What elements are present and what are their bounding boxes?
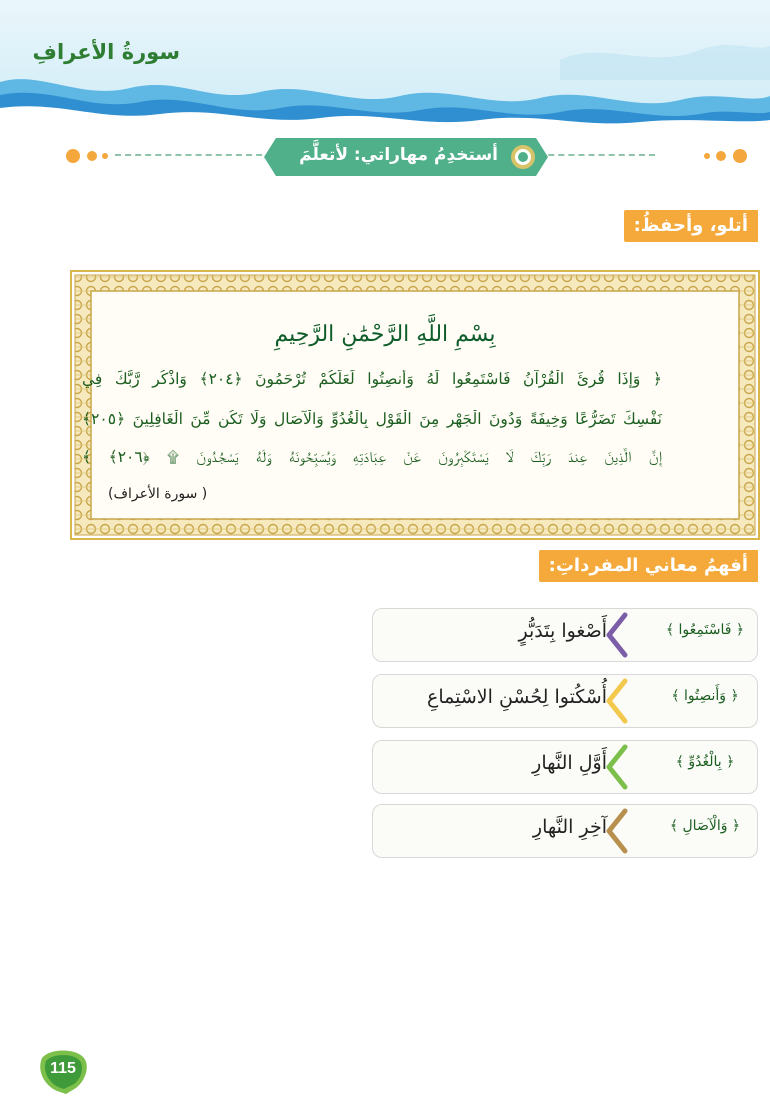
decorative-dot (733, 149, 747, 163)
header-wave-banner (0, 0, 770, 130)
surah-source: ( سورة الأعراف) (108, 486, 208, 502)
decorative-dot (66, 149, 80, 163)
vocab-card (372, 804, 758, 858)
vocab-card (372, 740, 758, 794)
section-banner-title: أستخدِمُ مهاراتي: لأتعلَّمَ (299, 145, 498, 165)
vocab-meaning: أَصْغوا بِتَدَبُّرٍ (518, 620, 607, 642)
verse-line: نَفْسِكَ تَضَرُّعًا وَخِيفَةً وَدُونَ الْجَهْرِ مِنَ الْقَوْلِ بِالْغُدُوِّ وَالْآصَالِ وَلَا تَكُن مِّنَ الْغَافِلِينَ ﴿٢٠٥﴾ (82, 410, 662, 428)
decorative-dot (87, 151, 97, 161)
recite-heading: أتلو، وأحفظُ: (624, 210, 758, 242)
verse-line: إِنَّ الَّذِينَ عِندَ رَبِّكَ لَا يَسْتَكْبِرُونَ عَنْ عِبَادَتِهِ وَيُسَبِّحُونَهُ وَلَهُ يَسْجُدُونَ ۩ ﴿٢٠٦﴾ ﴾ (82, 448, 662, 466)
vocab-card (372, 608, 758, 662)
decorative-dot (716, 151, 726, 161)
flower-badge-icon (510, 144, 536, 170)
surah-title: سورةُ الأعرافِ (32, 40, 180, 64)
vocab-meaning: آخِرِ النَّهارِ (532, 816, 607, 838)
vocab-term: ﴿ وَأَنصِتُوا ﴾ (671, 688, 739, 704)
section-banner (262, 136, 550, 178)
page-number: 115 (50, 1060, 76, 1077)
vocab-meaning: أَوَّلِ النَّهارِ (532, 752, 607, 774)
page-number-badge (36, 1048, 90, 1096)
vocab-card (372, 674, 758, 728)
vocab-term: ﴿ بِالْغُدُوِّ ﴾ (675, 754, 735, 770)
vocab-term: ﴿ فَاسْتَمِعُوا ﴾ (665, 622, 745, 638)
basmala: بِسْمِ اللَّهِ الرَّحْمَٰنِ الرَّحِيمِ (274, 322, 496, 347)
decorative-dot (102, 153, 108, 159)
verse-line: ﴿ وَإِذَا قُرِئَ الْقُرْآنُ فَاسْتَمِعُوا لَهُ وَأَنصِتُوا لَعَلَّكُمْ تُرْحَمُونَ ﴿٢٠٤﴾ وَاذْكُر رَّبَّكَ فِي (82, 370, 662, 388)
decorative-dot (704, 153, 710, 159)
vocab-meaning: أُسْكُتوا لِحُسْنِ الاسْتِماعِ (427, 686, 607, 708)
vocab-term: ﴿ وَالْآصَالِ ﴾ (669, 818, 741, 834)
vocab-heading: أفهمُ معاني المفرداتِ: (539, 550, 758, 582)
